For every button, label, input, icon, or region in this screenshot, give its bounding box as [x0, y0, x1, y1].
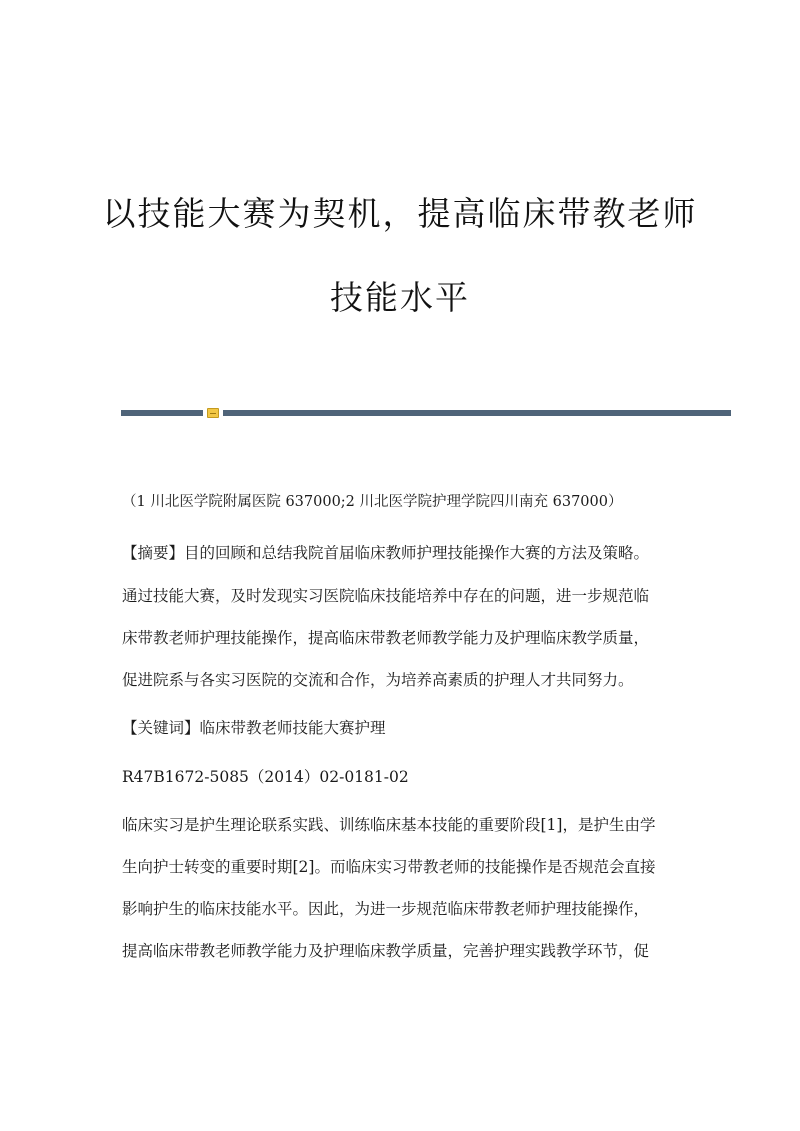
- divider-bar-left: [121, 410, 203, 416]
- abstract-line-2: 通过技能大赛，及时发现实习医院临床技能培养中存在的问题，进一步规范临: [122, 587, 650, 605]
- abstract-line-1: 【摘要】目的回顾和总结我院首届临床教师护理技能操作大赛的方法及策略。: [122, 544, 650, 562]
- body-line-1: 临床实习是护生理论联系实践、训练临床基本技能的重要阶段[1]，是护生由学: [122, 816, 656, 834]
- body-line-4: 提高临床带教老师教学能力及护理临床教学质量，完善护理实践教学环节，促: [122, 942, 650, 960]
- keywords: 【关键词】临床带教老师技能大赛护理: [122, 719, 386, 737]
- document-title-line-1: 以技能大赛为契机，提高临床带教老师: [102, 194, 698, 233]
- divider-ornament-icon: [207, 408, 219, 418]
- abstract-line-3: 床带教老师护理技能操作，提高临床带教老师教学能力及护理临床教学质量，: [122, 629, 650, 647]
- divider-bar-right: [223, 410, 731, 416]
- body-line-2: 生向护士转变的重要时期[2]。而临床实习带教老师的技能操作是否规范会直接: [122, 858, 656, 876]
- abstract-line-4: 促进院系与各实习医院的交流和合作，为培养高素质的护理人才共同努力。: [122, 671, 634, 689]
- author-affiliation: （1 川北医学院附属医院 637000;2 川北医学院护理学院四川南充 637000）: [122, 494, 623, 510]
- classification-code: R47B1672-5085（2014）02-0181-02: [122, 768, 409, 786]
- body-line-3: 影响护生的临床技能水平。因此，为进一步规范临床带教老师护理技能操作，: [122, 900, 650, 918]
- title-divider: [121, 408, 731, 416]
- document-title-line-2: 技能水平: [330, 278, 470, 317]
